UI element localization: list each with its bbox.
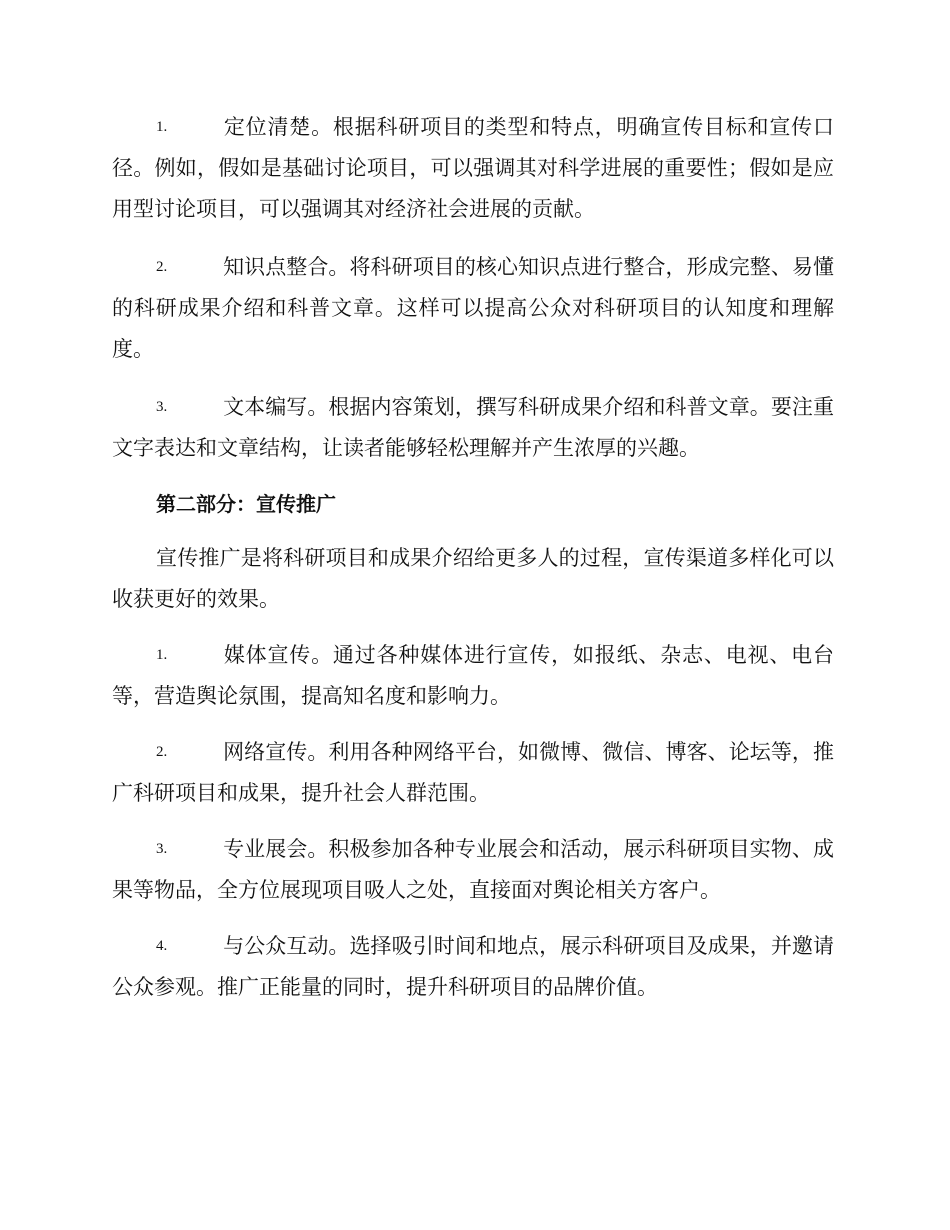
list-item-number: 1. (156, 647, 168, 663)
list-item-text: 网络宣传。利用各种网络平台，如微博、微信、博客、论坛等，推广科研项目和成果，提升社会人群范围。 (112, 740, 834, 805)
list-item (112, 387, 834, 469)
list-item (112, 829, 834, 911)
list-item (112, 732, 834, 814)
list-item-text: 文本编写。根据内容策划，撰写科研成果介绍和科普文章。要注重文字表达和文章结构，让读者能够轻松理解并产生浓厚的兴趣。 (112, 395, 834, 460)
list-item (112, 635, 834, 717)
section-heading: 第二部分：宣传推广 (156, 492, 336, 516)
list-item (112, 247, 834, 370)
list-item-number: 3. (156, 399, 168, 415)
list-item (112, 926, 834, 1008)
list-item-number: 1. (156, 119, 168, 135)
list-item-number: 2. (156, 259, 168, 275)
list-item-number: 4. (156, 938, 168, 954)
intro-paragraph: 宣传推广是将科研项目和成果介绍给更多人的过程，宣传渠道多样化可以收获更好的效果。 (112, 546, 834, 611)
list-item-text: 与公众互动。选择吸引时间和地点，展示科研项目及成果，并邀请公众参观。推广正能量的同时，提升科研项目的品牌价值。 (112, 934, 834, 999)
list-item-text: 媒体宣传。通过各种媒体进行宣传，如报纸、杂志、电视、电台等，营造舆论氛围，提高知名度和影响力。 (112, 643, 834, 708)
list-item-text: 专业展会。积极参加各种专业展会和活动，展示科研项目实物、成果等物品，全方位展现项目吸人之处，直接面对舆论相关方客户。 (112, 837, 834, 902)
list-item (112, 107, 834, 230)
list-item-number: 3. (156, 841, 168, 857)
list-item-text: 定位清楚。根据科研项目的类型和特点，明确宣传目标和宣传口径。例如，假如是基础讨论项目，可以强调其对科学进展的重要性；假如是应用型讨论项目，可以强调其对经济社会进展的贡献。 (112, 115, 834, 221)
list-item-number: 2. (156, 744, 168, 760)
list-item-text: 知识点整合。将科研项目的核心知识点进行整合，形成完整、易懂的科研成果介绍和科普文章。这样可以提高公众对科研项目的认知度和理解度。 (112, 255, 834, 361)
